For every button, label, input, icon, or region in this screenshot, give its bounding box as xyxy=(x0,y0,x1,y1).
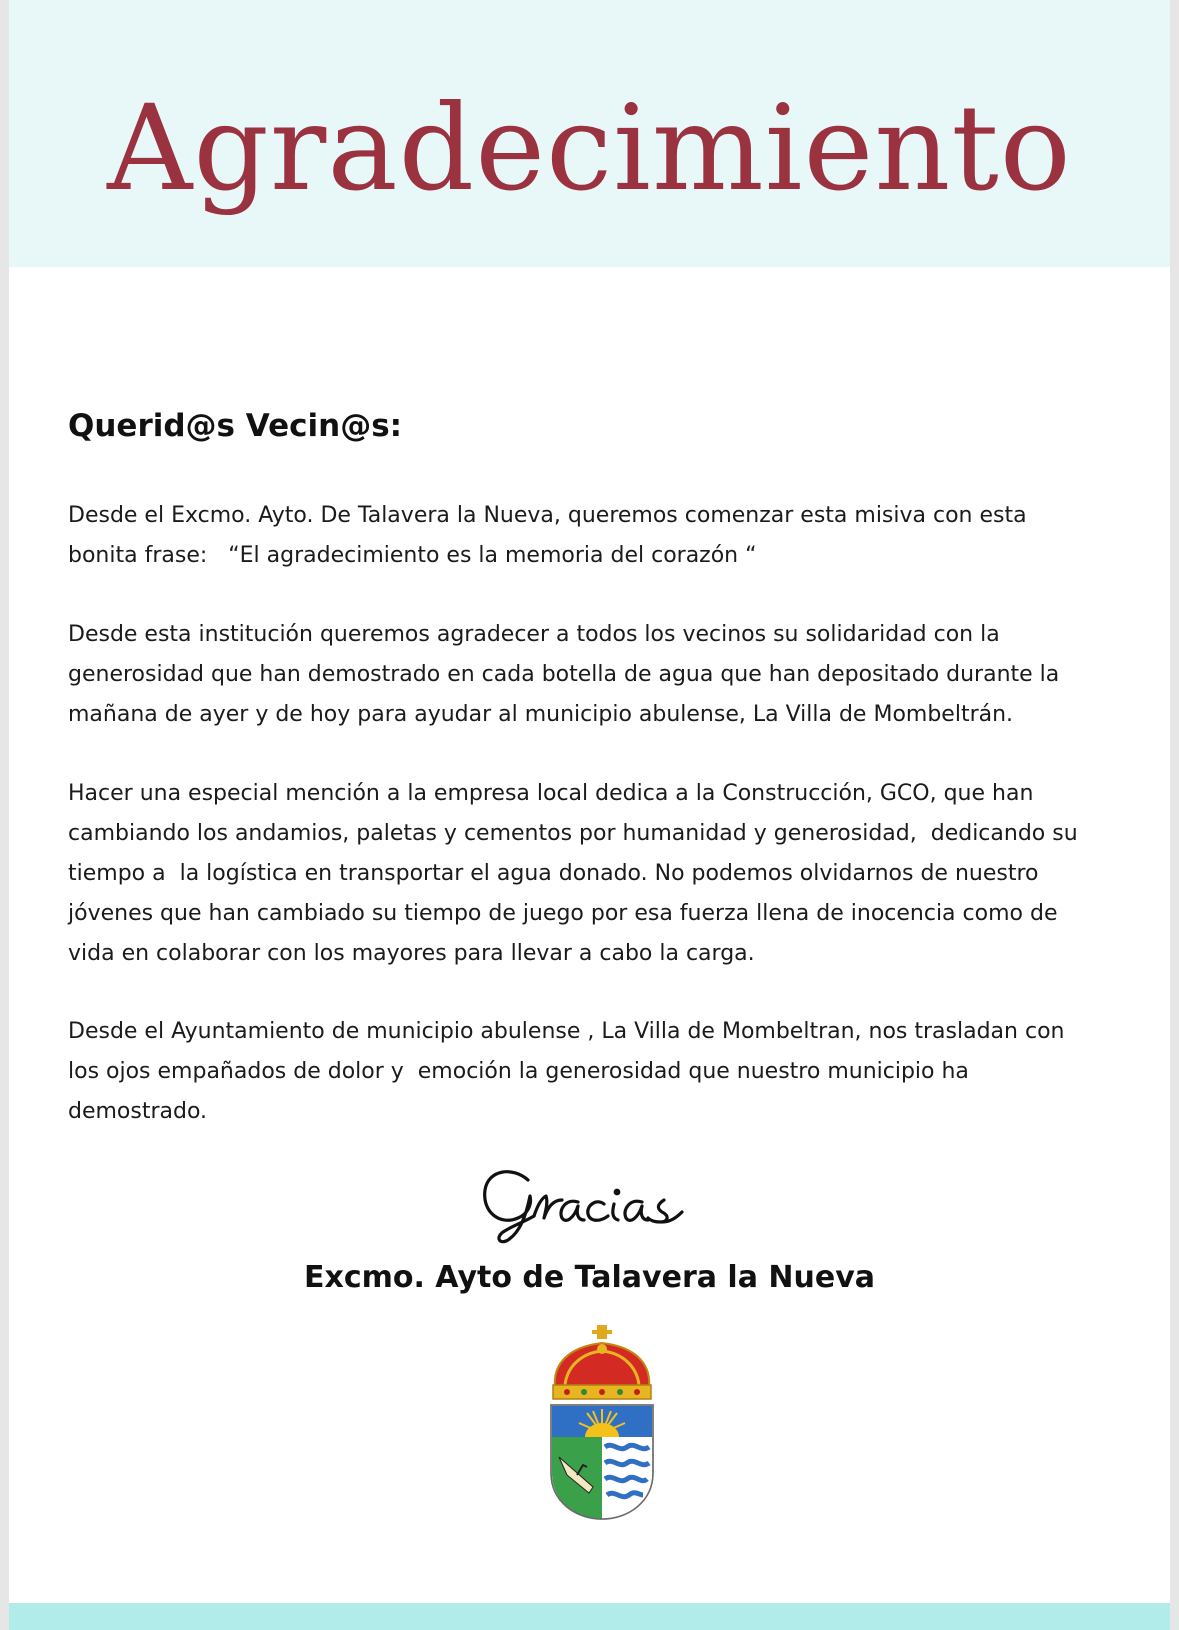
greeting: Querid@s Vecin@s: xyxy=(68,408,403,444)
gracias-signature xyxy=(0,1160,1179,1250)
paragraph-1: Desde el Excmo. Ayto. De Talavera la Nueva, queremos comenzar esta misiva con esta bonita frase: “El agradecimiento es la memoria del corazón “ xyxy=(68,503,1027,568)
footer-bar xyxy=(9,1603,1170,1630)
document-title: Agradecimiento xyxy=(107,79,1072,217)
page-edge-right xyxy=(1170,0,1179,1630)
organization-name: Excmo. Ayto de Talavera la Nueva xyxy=(303,1260,876,1295)
page-edge-left xyxy=(0,0,9,1630)
paragraph-2: Desde esta institución queremos agradecer a todos los vecinos su solidaridad con la generosidad que han demostrado en cada botella de agua que han depositado durante la mañana de ayer y de hoy para ayudar al municipio abulense, La Villa de Mombeltrán. xyxy=(68,622,1060,727)
paragraph-4: Desde el Ayuntamiento de municipio abulense , La Villa de Mombeltran, nos trasladan con los ojos empañados de dolor y emoción la generosidad que nuestro municipio ha demostrado. xyxy=(68,1019,1065,1124)
paragraph-3: Hacer una especial mención a la empresa local dedica a la Construcción, GCO, que han cambiando los andamios, paletas y cementos por humanidad y generosidad, dedicando su tiempo a la logística en transportar el agua donado. No podemos olvidarnos de nuestro jóvenes que han cambiado su tiempo de juego por esa fuerza llena de inocencia como de vida en colaborar con los mayores para llevar a cabo la carga. xyxy=(68,781,1078,966)
municipal-coat-of-arms-icon xyxy=(547,1325,657,1521)
